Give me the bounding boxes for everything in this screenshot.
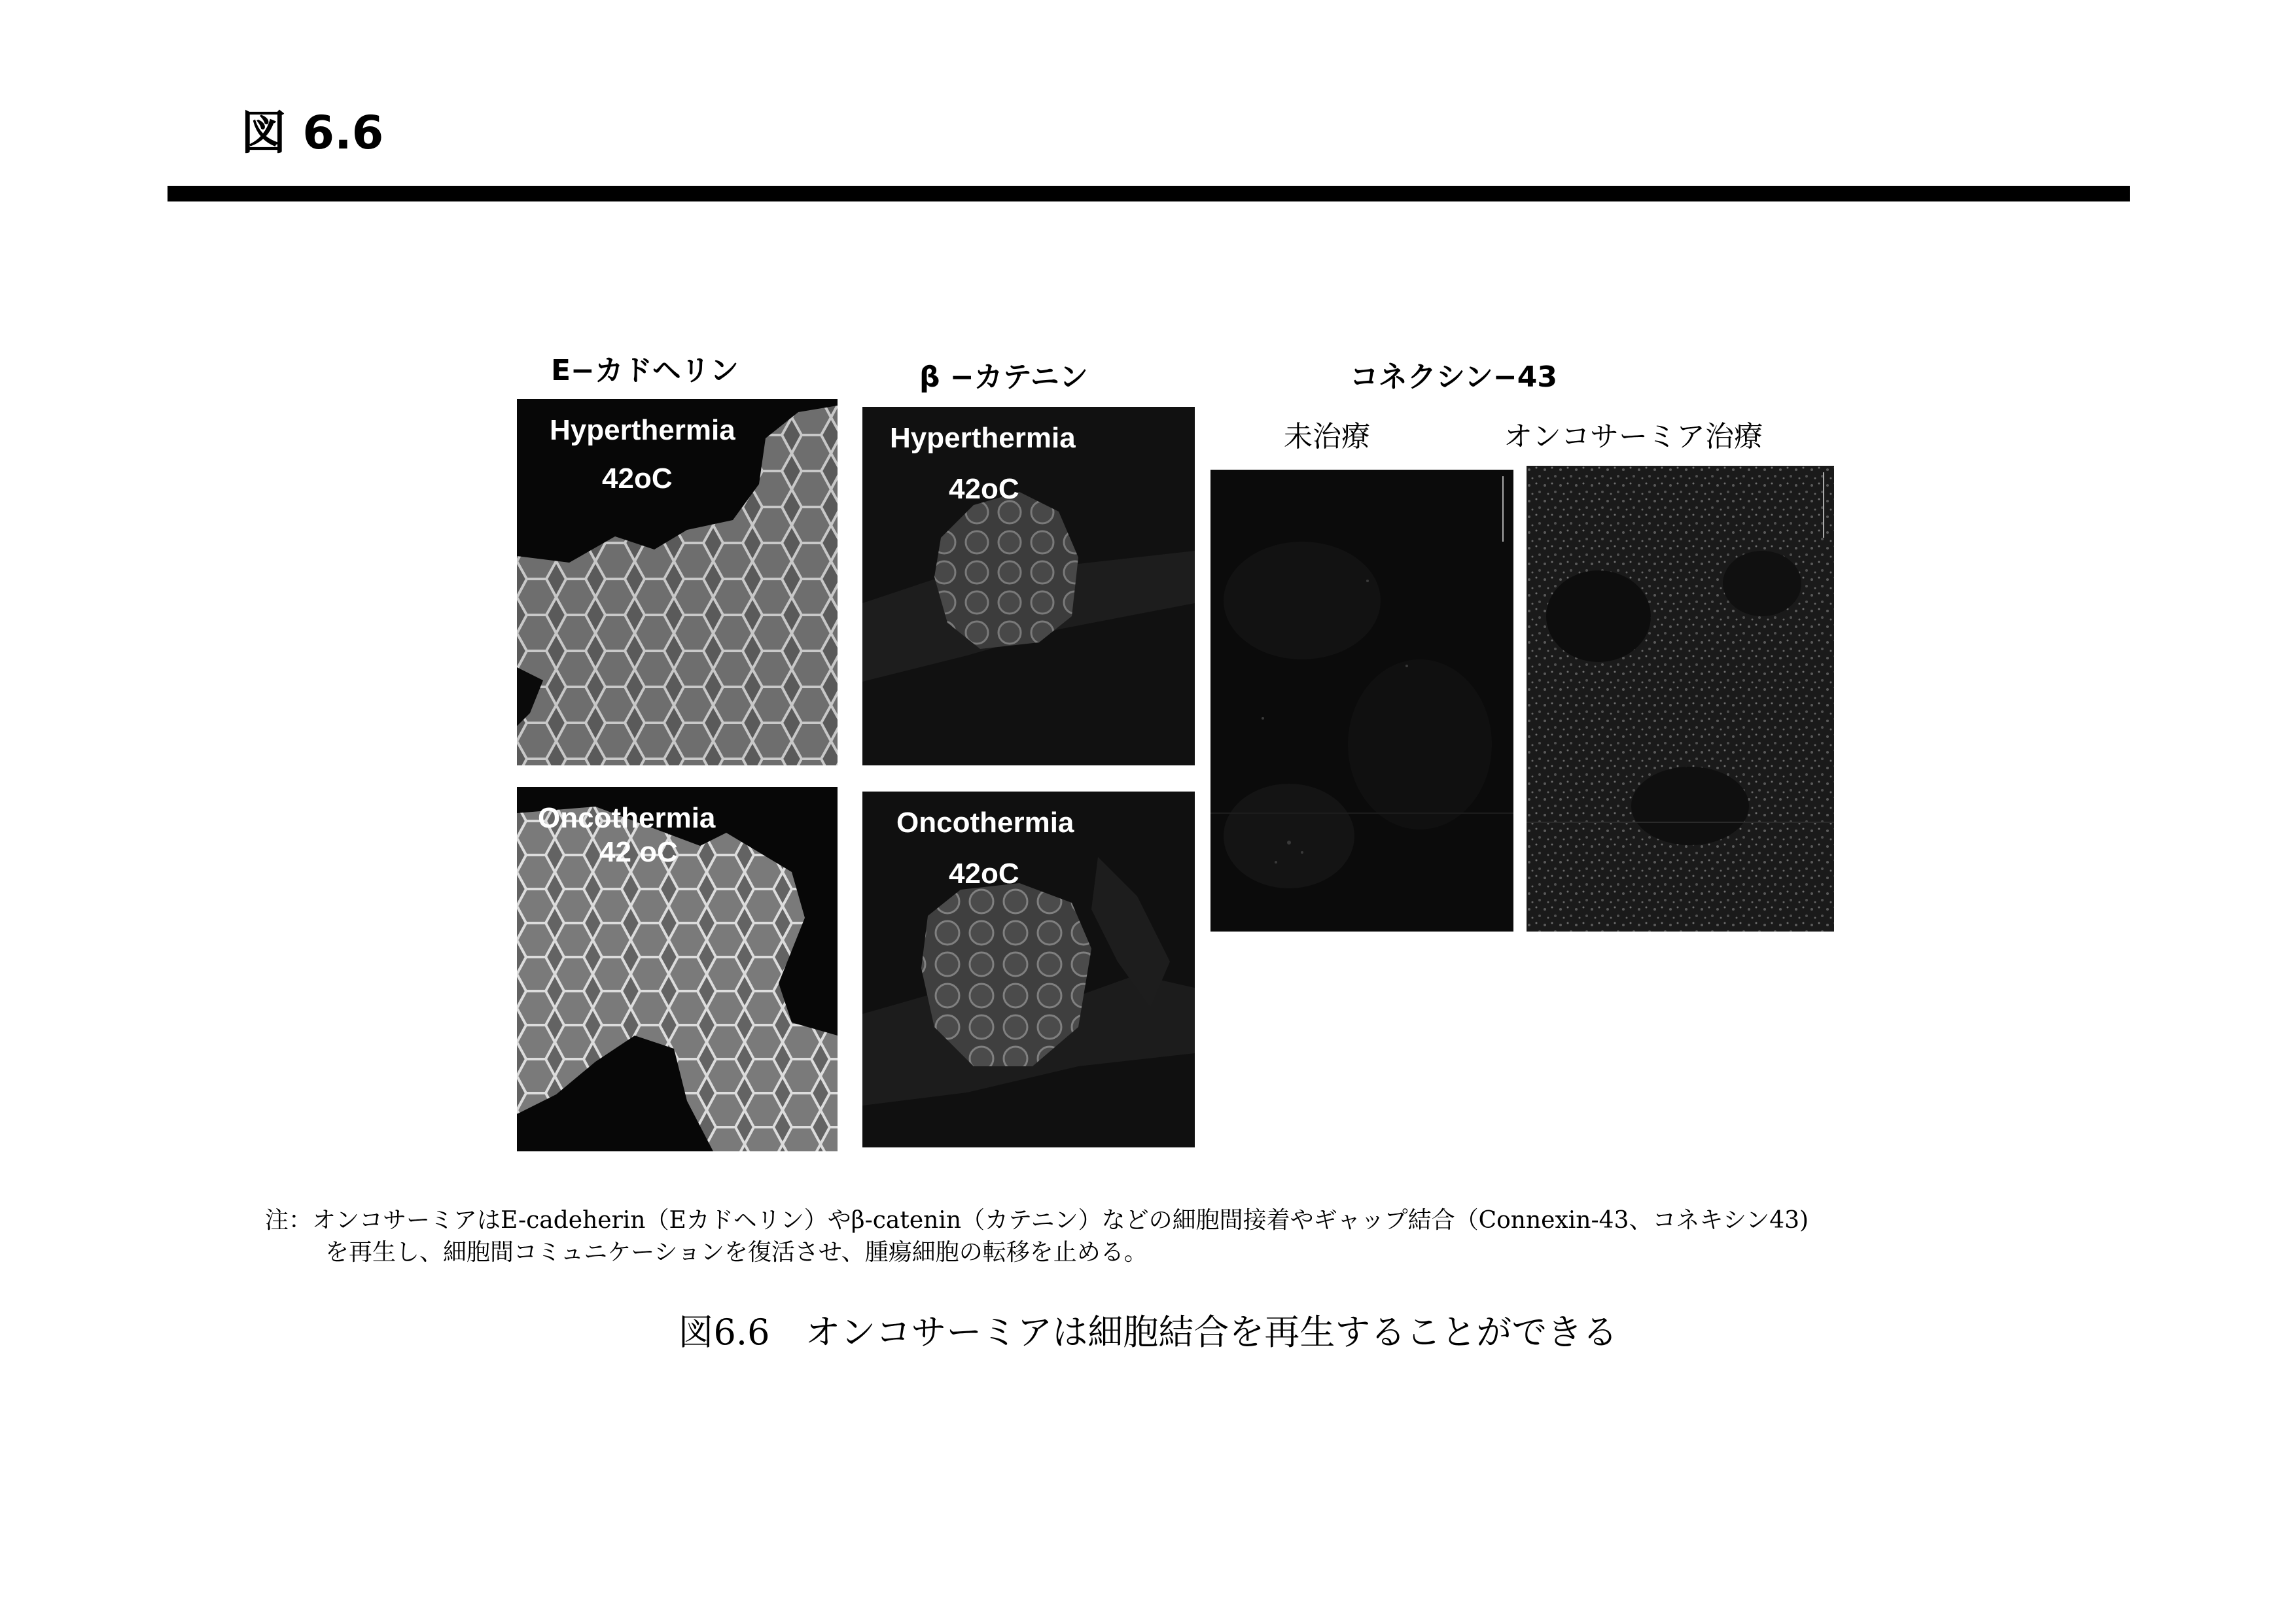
panel-label-line2: 42 oC	[599, 836, 678, 868]
micrograph-connexin-untreated	[1210, 470, 1513, 932]
label-e-cadherin: E−カドヘリン	[551, 354, 739, 387]
title-rule	[168, 186, 2130, 201]
figure-note	[265, 1205, 2071, 1268]
panel-label-line1: Oncothermia	[538, 802, 716, 834]
note-line-2: を再生し、細胞間コミュニケーションを復活させ、腫瘍細胞の転移を止める。	[325, 1238, 1148, 1266]
figure-caption: 図6.6 オンコサーミアは細胞結合を再生することができる	[678, 1312, 1618, 1353]
panel-label-line1: Hyperthermia	[550, 414, 735, 446]
micrograph-beta-catenin-oncothermia	[862, 792, 1195, 1147]
scale-bar	[1502, 476, 1504, 542]
panel-label-line1: Hyperthermia	[890, 422, 1076, 454]
micrograph-e-cadherin-hyperthermia	[517, 399, 838, 765]
label-connexin-43: コネクシン−43	[1350, 360, 1557, 394]
micrograph-beta-catenin-hyperthermia	[862, 407, 1195, 765]
micrograph-e-cadherin-oncothermia	[517, 787, 838, 1151]
page-title: 図 6.6	[241, 106, 384, 160]
panel-label-line2: 42oC	[949, 473, 1019, 505]
scale-bar	[1823, 472, 1824, 538]
label-untreated: 未治療	[1284, 420, 1370, 453]
note-line-1: 注：オンコサーミアはE-cadeherin（Eカドヘリン）やβ-catenin（カテニン）などの細胞間接着やギャップ結合（Connexin-43、コネキシン43)	[265, 1207, 1809, 1234]
panel-label-line1: Oncothermia	[896, 807, 1074, 839]
panel-label-line2: 42oC	[602, 462, 673, 495]
label-oncothermia-treated: オンコサーミア治療	[1504, 420, 1763, 453]
panel-label-line2: 42oC	[949, 858, 1019, 890]
label-beta-catenin: β −カテニン	[919, 360, 1088, 394]
micrograph-connexin-oncothermia	[1527, 466, 1834, 932]
